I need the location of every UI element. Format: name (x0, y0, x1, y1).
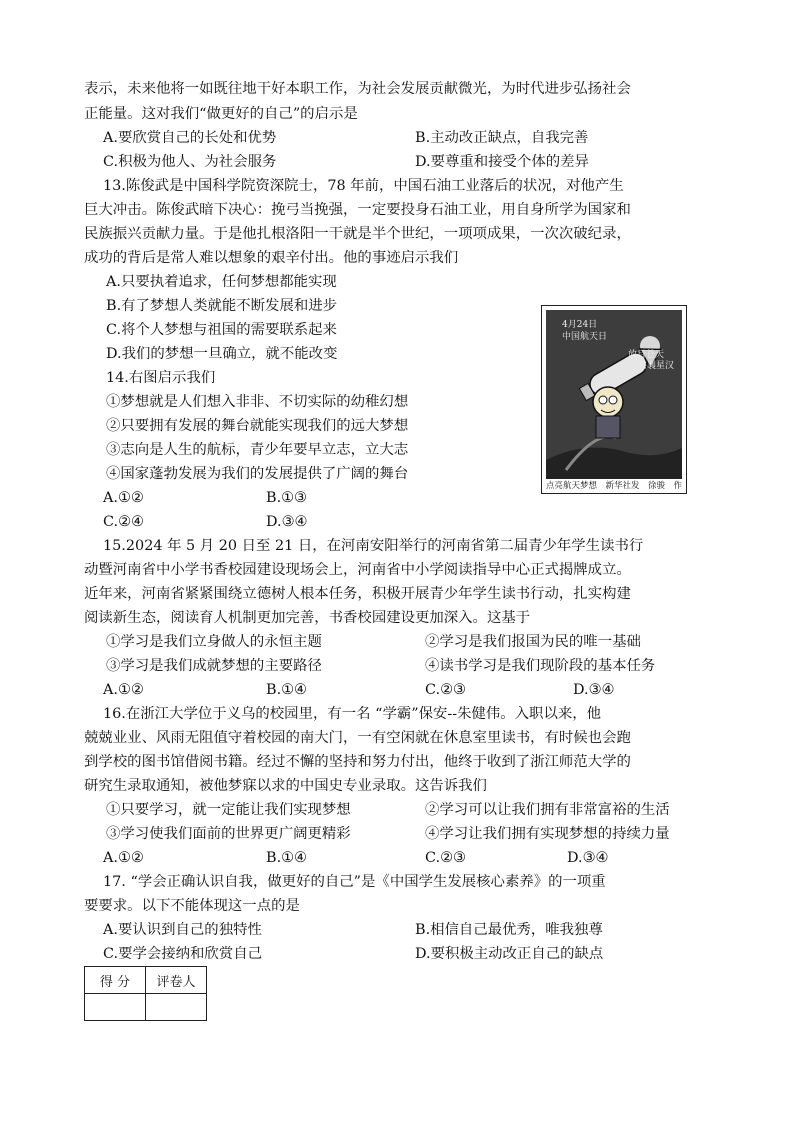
q15-text-line-3: 近年来，河南省紧紧围绕立德树人根本任务，积极开展青少年学生读书行动，扎实构建 (84, 586, 631, 602)
q17-text-line-1: 17. “学会正确认识自我，做更好的自己”是《中国学生发展核心素养》的一项重 (103, 874, 606, 890)
q14-option-b: B.①③ (266, 490, 307, 506)
q15-statement-1: ①学习是我们立身做人的永恒主题 (106, 634, 322, 650)
q17-option-a: A.要认识到自己的独特性 (103, 922, 262, 938)
cartoon-caption-day: 中国航天日 (562, 332, 608, 342)
q16-text-line-3: 到学校的图书馆借阅书籍。经过不懈的坚持和努力付出，他终于收到了浙江师范大学的 (84, 754, 631, 770)
q13-text-line-2: 巨大冲击。陈俊武暗下决心：挽弓当挽强，一定要投身石油工业，用自身所学为国家和 (84, 202, 631, 218)
q15-option-b: B.①④ (266, 682, 307, 698)
grader-entry-cell[interactable] (146, 994, 207, 1021)
q16-statement-2: ②学习可以让我们拥有非常富裕的生活 (425, 802, 670, 818)
q15-statement-3: ③学习是我们成就梦想的主要路径 (106, 658, 322, 674)
q15-text-line-2: 动暨河南省中小学书香校园建设现场会上，河南省中小学阅读指导中心正式揭牌成立。 (84, 562, 631, 578)
q16-text-line-2: 兢兢业业、风雨无阻值守着校园的南大门，一有空闲就在休息室里读书，有时候也会跑 (84, 730, 631, 746)
q14-option-c: C.②④ (103, 514, 144, 530)
score-table-header-row (85, 967, 207, 994)
q12-text-line-2: 正能量。这对我们“做更好的自己”的启示是 (84, 106, 358, 122)
q16-statement-4: ④学习让我们拥有实现梦想的持续力量 (425, 826, 670, 842)
q15-option-d: D.③④ (573, 682, 615, 698)
score-label-cell: 得 分 (85, 967, 146, 994)
q17-text-line-2: 要要求。以下不能体现这一点的是 (84, 898, 300, 914)
q13-option-c: C.将个人梦想与祖国的需要联系起来 (106, 322, 337, 338)
cartoon-caption-date: 4月24日 (562, 320, 598, 330)
aerospace-cartoon (541, 305, 687, 494)
q14-option-d: D.③④ (266, 514, 308, 530)
score-table-entry-row (85, 994, 207, 1021)
q14-option-a: A.①② (103, 490, 144, 506)
q16-text-line-4: 研究生录取通知，被他梦寐以求的中国史专业录取。这告诉我们 (84, 778, 487, 794)
score-entry-cell[interactable] (85, 994, 146, 1021)
bubble-line-2: 共襄星汉 (638, 361, 675, 371)
q14-statement-1: ①梦想就是人们想入非非、不切实际的幼稚幻想 (106, 394, 409, 410)
q12-option-c: C.积极为他人、为社会服务 (103, 154, 277, 170)
bubble-line-1: 放目苍天 (628, 350, 665, 360)
q13-text-line-4: 成功的背后是常人难以想象的艰辛付出。他的事迹启示我们 (84, 250, 459, 266)
q17-option-b: B.相信自己最优秀，唯我独尊 (415, 922, 603, 938)
q14-statement-4: ④国家蓬勃发展为我们的发展提供了广阔的舞台 (106, 466, 409, 482)
q16-option-c: C.②③ (425, 850, 466, 866)
q12-option-b: B.主动改正缺点，自我完善 (415, 130, 589, 146)
q13-text-line-1: 13.陈俊武是中国科学院资深院士，78 年前，中国石油工业落后的状况，对他产生 (103, 178, 624, 194)
q16-statement-1: ①只要学习，就一定能让我们实现梦想 (106, 802, 351, 818)
q14-statement-2: ②只要拥有发展的舞台就能实现我们的远大梦想 (106, 418, 409, 434)
cartoon-scene (546, 310, 682, 479)
q16-option-d: D.③④ (567, 850, 609, 866)
grader-label-cell: 评卷人 (146, 967, 207, 994)
q13-text-line-3: 民族振兴贡献力量。于是他扎根洛阳一干就是半个世纪，一项项成果，一次次破纪录， (84, 226, 631, 242)
q14-stem: 14.右图启示我们 (106, 370, 216, 386)
q17-option-c: C.要学会接纳和欣赏自己 (103, 946, 262, 962)
q13-option-a: A.只要执着追求，任何梦想都能实现 (106, 274, 337, 290)
cartoon-credit: 点亮航天梦想 新华社发 徐骏 作 (545, 481, 682, 491)
q16-option-a: A.①② (103, 850, 144, 866)
q15-statement-4: ④读书学习是我们现阶段的基本任务 (425, 658, 656, 674)
q15-text-line-1: 15.2024 年 5 月 20 日至 21 日，在河南安阳举行的河南省第二届青少年学生读书行 (103, 538, 644, 554)
q15-text-line-4: 阅读新生态，阅读育人机制更加完善，书香校园建设更加深入。这基于 (84, 610, 531, 626)
q13-option-d: D.我们的梦想一旦确立，就不能改变 (106, 346, 338, 362)
q16-text-line-1: 16.在浙江大学位于义乌的校园里，有一名 “学霸”保安--朱健伟。入职以来，他 (103, 706, 602, 722)
q15-statement-2: ②学习是我们报国为民的唯一基础 (425, 634, 641, 650)
q15-option-c: C.②③ (425, 682, 466, 698)
q12-text-line-1: 表示，未来他将一如既往地干好本职工作，为社会发展贡献微光，为时代进步弘扬社会 (84, 81, 631, 97)
q16-option-b: B.①④ (266, 850, 307, 866)
q12-option-d: D.要尊重和接受个体的差异 (415, 154, 589, 170)
q12-option-a: A.要欣赏自己的长处和优势 (103, 130, 277, 146)
cartoon-speech-bubble (628, 350, 674, 372)
q16-statement-3: ③学习使我们面前的世界更广阔更精彩 (106, 826, 351, 842)
score-table (84, 966, 207, 1021)
q15-option-a: A.①② (103, 682, 144, 698)
q17-option-d: D.要积极主动改正自己的缺点 (415, 946, 604, 962)
q14-statement-3: ③志向是人生的航标，青少年要早立志，立大志 (106, 442, 409, 458)
q13-option-b: B.有了梦想人类就能不断发展和进步 (106, 298, 338, 314)
